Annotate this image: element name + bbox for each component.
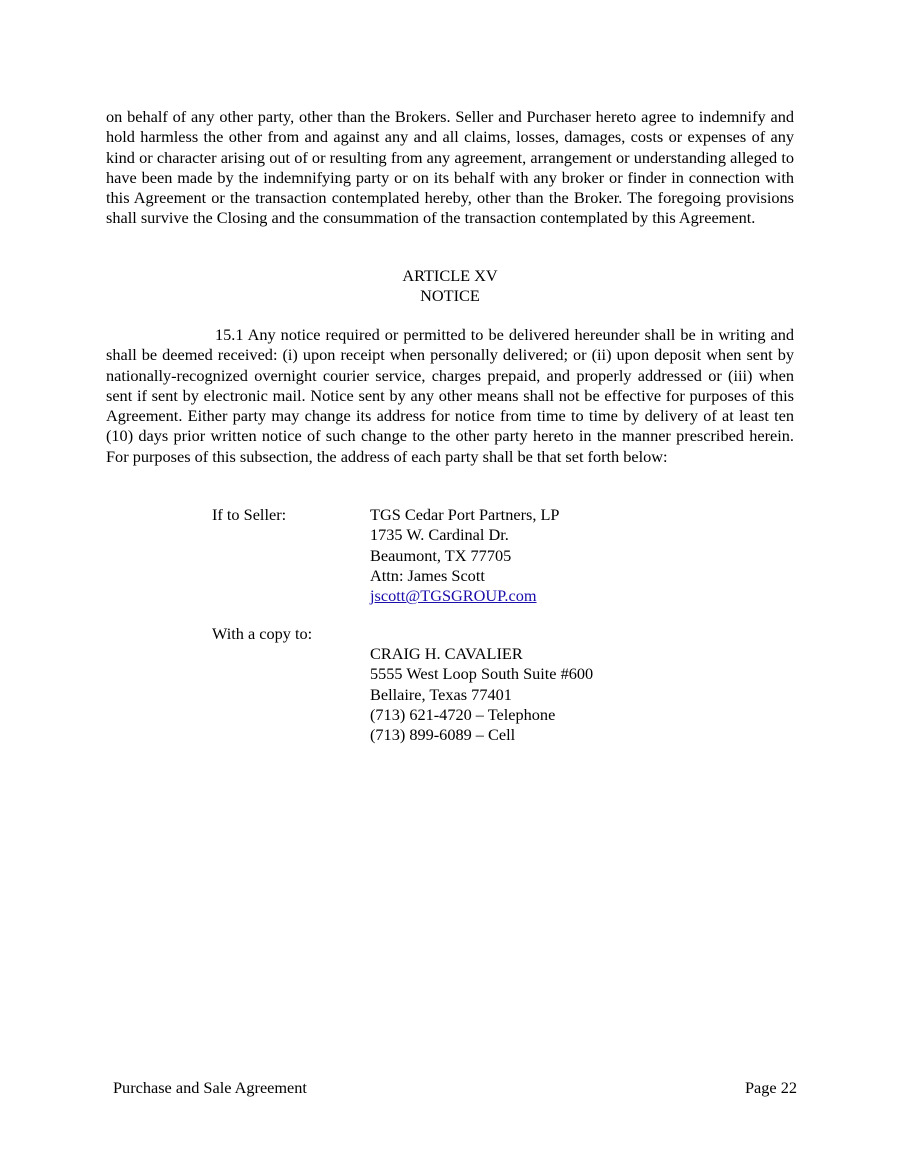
footer-page-number: Page 22 [745,1078,797,1097]
copy-cell: (713) 899-6089 – Cell [370,725,516,745]
seller-name: TGS Cedar Port Partners, LP [370,505,560,524]
copy-address-block [370,644,593,745]
seller-city: Beaumont, TX 77705 [370,545,512,565]
seller-label: If to Seller: [212,505,287,524]
seller-street: 1735 W. Cardinal Dr. [370,525,509,545]
paragraph-brokers: on behalf of any other party, other than the Brokers. Seller and Purchaser hereto agree to indemnify and hold harmless the other from and against any and all claims, losses, damages, costs or expenses of any kind or character arising out of or resulting from any agreement, arrangement or understanding alleged to have been made by the indemnifying party or on its behalf with any broker or finder in connection with this Agreement or the transaction contemplated hereby, other than the Broker. The foregoing provisions shall survive the Closing and the consummation of the transaction contemplated by this Agreement. [106,107,794,228]
footer-title: Purchase and Sale Agreement [113,1078,307,1097]
article-number: ARTICLE XV [402,266,498,285]
copy-phone: (713) 621-4720 – Telephone [370,704,556,724]
article-title: NOTICE [420,286,480,305]
copy-name: CRAIG H. CAVALIER [370,644,523,663]
copy-street: 5555 West Loop South Suite #600 [370,664,594,684]
seller-address-block [370,505,559,606]
copy-label: With a copy to: [212,624,313,643]
paragraph-notice: 15.1 Any notice required or permitted to be delivered hereunder shall be in writing and shall be deemed received: (i) upon receipt when personally delivered; or (ii) upon deposit when sent by nationally-recognized overnight courier service, charges prepaid, and properly addressed or (iii) when sent if sent by electronic mail. Notice sent by any other means shall not be effective for purposes of this Agreement. Either party may change its address for notice from time to time by delivery of at least ten (10) days prior written notice of such change to the other party hereto in the manner prescribed herein. For purposes of this subsection, the address of each party shall be that set forth below: [106,325,794,466]
copy-city: Bellaire, Texas 77401 [370,684,512,704]
seller-attn: Attn: James Scott [370,565,485,585]
seller-email-link[interactable]: jscott@TGSGROUP.com [370,586,537,606]
